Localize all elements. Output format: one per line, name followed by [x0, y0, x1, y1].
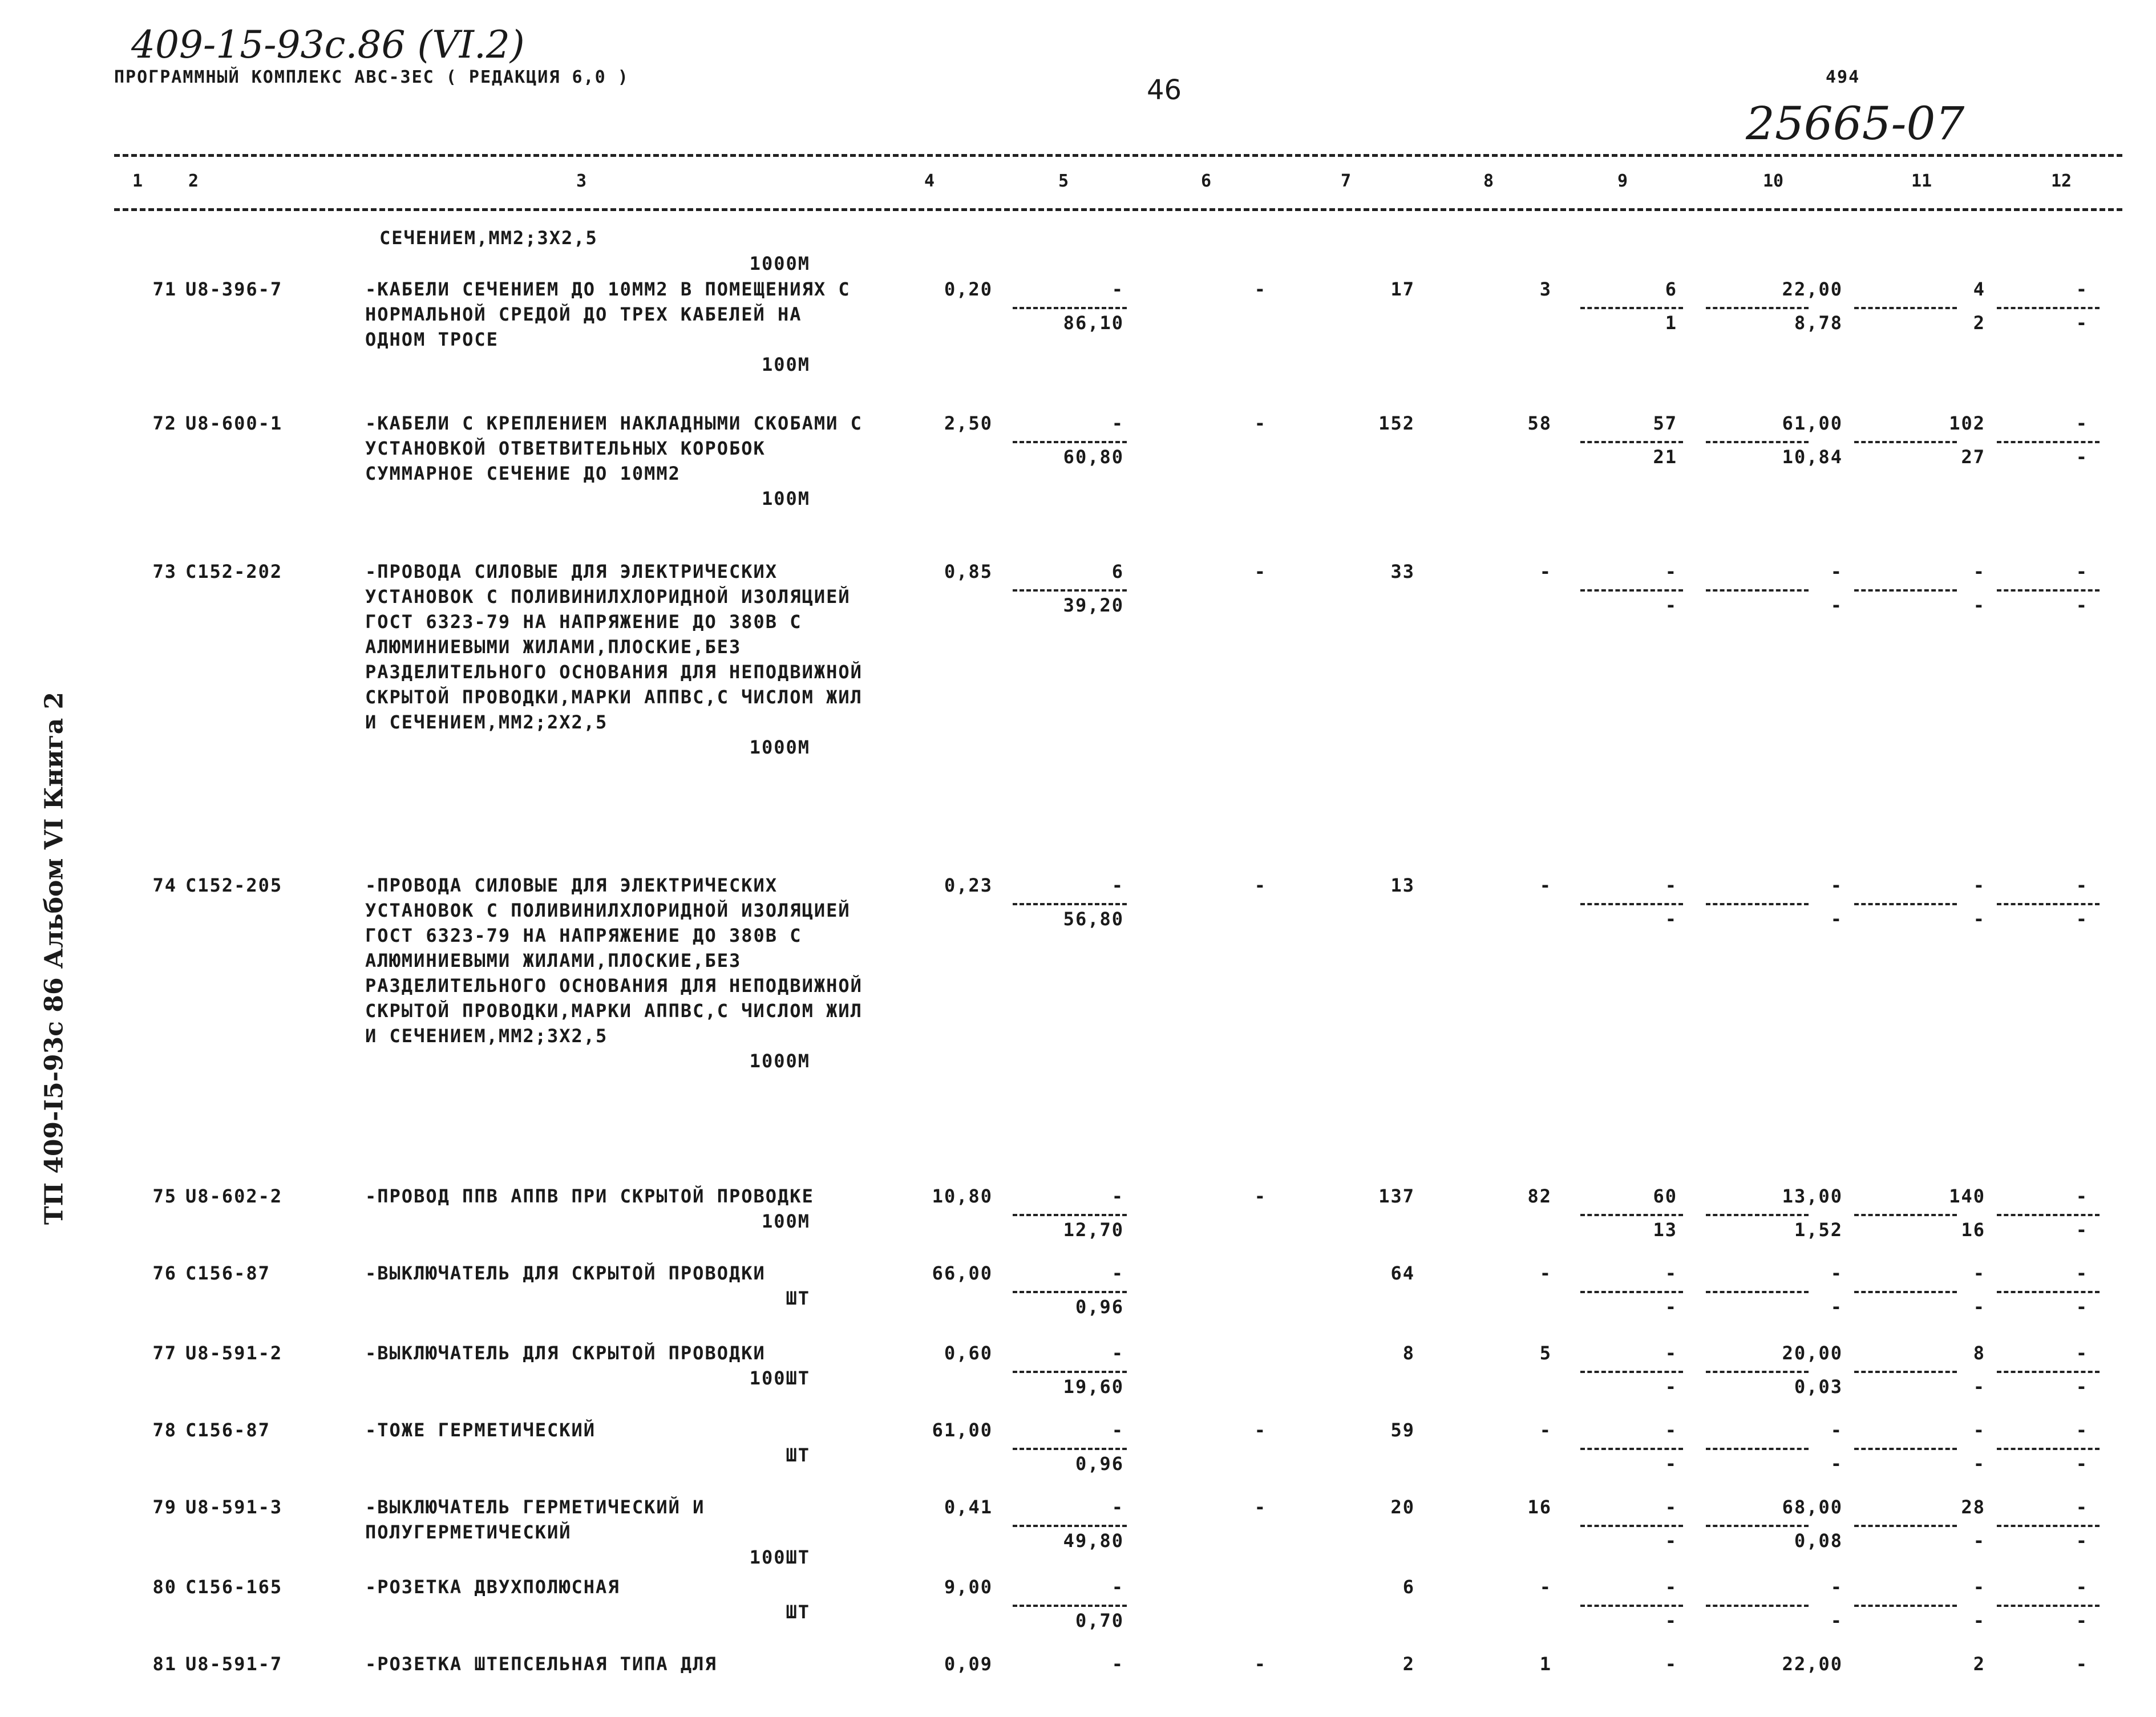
row-col-10-top: -: [1830, 1262, 1843, 1284]
row-separator: [1854, 441, 1957, 443]
row-col-9-top: -: [1665, 1496, 1677, 1518]
row-col-5-top: -: [1111, 1342, 1124, 1364]
row-col-8: 1: [1539, 1653, 1552, 1675]
row-col-7: 20: [1390, 1496, 1415, 1518]
row-col-12-top: -: [2076, 1262, 2088, 1284]
row-col-10-top: 13,00: [1782, 1185, 1843, 1207]
row-separator: [1580, 441, 1683, 443]
row-col-7: 17: [1390, 278, 1415, 300]
row-col-12-top: -: [2076, 412, 2088, 434]
row-unit: 100М: [761, 1210, 810, 1232]
row-col-6: -: [1254, 278, 1267, 300]
row-col-9-top: -: [1665, 1262, 1677, 1284]
row-col-4: 2,50: [944, 412, 993, 434]
row-unit: 100М: [761, 488, 810, 509]
row-separator: [1706, 903, 1809, 905]
row-code: U8-591-7: [185, 1653, 283, 1675]
row-col-10-top: 22,00: [1782, 278, 1843, 300]
row-col-6: -: [1254, 1653, 1267, 1675]
row-col-7: 137: [1378, 1185, 1415, 1207]
row-separator: [1706, 1291, 1809, 1293]
row-col-11-bottom: -: [1973, 1296, 1985, 1318]
row-col-8: -: [1539, 561, 1552, 582]
row-col-11-top: -: [1973, 1419, 1985, 1441]
sheet-number: 494: [1826, 67, 1860, 87]
row-description: -КАБЕЛИ С КРЕПЛЕНИЕМ НАКЛАДНЫМИ СКОБАМИ С УСТАНОВКОЙ ОТВЕТВИТЕЛЬНЫХ КОРОБОК СУММАРНОЕ СЕЧЕНИЕ ДО 10ММ2: [365, 412, 863, 484]
row-col-4: 0,41: [944, 1496, 993, 1518]
row-separator: [1854, 1605, 1957, 1607]
row-separator: [1997, 441, 2100, 443]
row-description: -ТОЖЕ ГЕРМЕТИЧЕСКИЙ: [365, 1419, 596, 1441]
row-number: 76: [152, 1262, 177, 1284]
row-col-4: 0,20: [944, 278, 993, 300]
row-col-9-top: -: [1665, 1576, 1677, 1598]
row-col-9-bottom: 13: [1653, 1219, 1677, 1241]
row-col-9-top: -: [1665, 1653, 1677, 1675]
row-separator: [1854, 589, 1957, 592]
row-col-10-bottom: 0,03: [1794, 1376, 1843, 1398]
row-separator: [1706, 1214, 1809, 1216]
row-col-10-top: 68,00: [1782, 1496, 1843, 1518]
row-col-8: -: [1539, 874, 1552, 896]
row-col-7: 152: [1378, 412, 1415, 434]
row-separator: [1013, 1525, 1127, 1527]
row-col-8: 3: [1539, 278, 1552, 300]
table-top-rule: [114, 154, 2122, 157]
row-col-5-bottom: 0,96: [1075, 1453, 1124, 1475]
row-description: -ВЫКЛЮЧАТЕЛЬ ДЛЯ СКРЫТОЙ ПРОВОДКИ: [365, 1262, 766, 1284]
row-separator: [1997, 589, 2100, 592]
row-col-12-bottom: -: [2076, 1453, 2088, 1475]
row-separator: [1013, 1448, 1127, 1450]
row-col-9-bottom: 1: [1665, 312, 1677, 334]
row-col-9-top: 57: [1653, 412, 1677, 434]
row-separator: [1013, 1291, 1127, 1293]
top-continuation: СЕЧЕНИЕМ,ММ2;3Х2,5: [379, 227, 598, 249]
row-code: U8-591-2: [185, 1342, 283, 1364]
row-col-11-top: -: [1973, 874, 1985, 896]
row-separator: [1997, 1448, 2100, 1450]
col-header-4: 4: [924, 171, 935, 191]
row-separator: [1013, 589, 1127, 592]
row-col-5-top: -: [1111, 412, 1124, 434]
row-col-12-bottom: -: [2076, 1219, 2088, 1241]
row-col-12-bottom: -: [2076, 1296, 2088, 1318]
row-col-5-bottom: 0,96: [1075, 1296, 1124, 1318]
row-col-9-bottom: -: [1665, 1530, 1677, 1552]
row-col-10-bottom: 1,52: [1794, 1219, 1843, 1241]
row-description: -ПРОВОД ППВ АППВ ПРИ СКРЫТОЙ ПРОВОДКЕ: [365, 1185, 814, 1207]
row-separator: [1997, 1291, 2100, 1293]
row-col-12-bottom: -: [2076, 446, 2088, 468]
row-description: -ВЫКЛЮЧАТЕЛЬ ДЛЯ СКРЫТОЙ ПРОВОДКИ: [365, 1342, 766, 1364]
page-number: 46: [1147, 74, 1182, 106]
row-col-10-bottom: 10,84: [1782, 446, 1843, 468]
document-number: 25665-07: [1746, 97, 1965, 150]
row-col-5-top: -: [1111, 1419, 1124, 1441]
row-code: U8-591-3: [185, 1496, 283, 1518]
row-col-11-bottom: -: [1973, 908, 1985, 930]
table-header-rule: [114, 208, 2122, 211]
row-col-5-bottom: 39,20: [1063, 594, 1124, 617]
row-col-7: 33: [1390, 561, 1415, 582]
row-col-7: 59: [1390, 1419, 1415, 1441]
row-col-11-top: 8: [1973, 1342, 1985, 1364]
col-header-11: 11: [1911, 171, 1932, 191]
row-description: -ВЫКЛЮЧАТЕЛЬ ГЕРМЕТИЧЕСКИЙ И ПОЛУГЕРМЕТИЧЕСКИЙ: [365, 1496, 705, 1543]
row-separator: [1997, 903, 2100, 905]
row-col-12-top: -: [2076, 1419, 2088, 1441]
row-number: 75: [152, 1185, 177, 1207]
row-col-5-bottom: 0,70: [1075, 1610, 1124, 1632]
row-col-11-top: -: [1973, 1576, 1985, 1598]
row-separator: [1580, 1448, 1683, 1450]
row-col-9-bottom: 21: [1653, 446, 1677, 468]
col-header-9: 9: [1617, 171, 1628, 191]
row-number: 81: [152, 1653, 177, 1675]
row-col-5-top: -: [1111, 874, 1124, 896]
row-unit: 100ШТ: [749, 1367, 810, 1389]
row-col-11-top: 2: [1973, 1653, 1985, 1675]
col-header-7: 7: [1341, 171, 1352, 191]
row-col-12-top: -: [2076, 1496, 2088, 1518]
row-col-6: -: [1254, 561, 1267, 582]
row-col-10-top: 61,00: [1782, 412, 1843, 434]
row-col-12-top: -: [2076, 874, 2088, 896]
row-separator: [1854, 1371, 1957, 1373]
row-unit: 1000М: [749, 736, 810, 758]
row-col-10-top: -: [1830, 561, 1843, 582]
row-unit: ШТ: [786, 1601, 810, 1623]
row-col-6: -: [1254, 1185, 1267, 1207]
row-separator: [1580, 903, 1683, 905]
row-col-10-bottom: 8,78: [1794, 312, 1843, 334]
row-col-5-top: -: [1111, 1185, 1124, 1207]
row-col-8: 16: [1527, 1496, 1552, 1518]
row-unit: 100ШТ: [749, 1546, 810, 1568]
row-col-10-top: -: [1830, 874, 1843, 896]
row-col-9-bottom: -: [1665, 1296, 1677, 1318]
row-col-5-top: -: [1111, 1576, 1124, 1598]
row-separator: [1854, 1214, 1957, 1216]
row-separator: [1013, 1214, 1127, 1216]
row-col-5-top: -: [1111, 1653, 1124, 1675]
row-separator: [1997, 307, 2100, 309]
row-col-12-top: -: [2076, 278, 2088, 300]
row-col-7: 64: [1390, 1262, 1415, 1284]
row-separator: [1706, 441, 1809, 443]
row-separator: [1013, 441, 1127, 443]
row-col-4: 10,80: [932, 1185, 993, 1207]
row-col-10-bottom: -: [1830, 1296, 1843, 1318]
row-col-9-bottom: -: [1665, 1610, 1677, 1632]
row-col-10-bottom: -: [1830, 1453, 1843, 1475]
row-separator: [1580, 1291, 1683, 1293]
col-header-12: 12: [2051, 171, 2072, 191]
row-col-9-top: -: [1665, 1342, 1677, 1364]
row-separator: [1997, 1214, 2100, 1216]
row-col-10-bottom: -: [1830, 908, 1843, 930]
row-col-11-bottom: 27: [1961, 446, 1985, 468]
col-header-8: 8: [1483, 171, 1494, 191]
row-col-12-bottom: -: [2076, 1376, 2088, 1398]
row-col-11-top: 4: [1973, 278, 1985, 300]
row-col-10-top: -: [1830, 1419, 1843, 1441]
row-description: -РОЗЕТКА ДВУХПОЛЮСНАЯ: [365, 1576, 620, 1598]
row-col-5-top: -: [1111, 1262, 1124, 1284]
row-col-12-bottom: -: [2076, 1610, 2088, 1632]
row-col-11-bottom: -: [1973, 1376, 1985, 1398]
col-header-10: 10: [1763, 171, 1784, 191]
row-separator: [1706, 307, 1809, 309]
row-col-8: 5: [1539, 1342, 1552, 1364]
row-col-9-top: -: [1665, 561, 1677, 582]
row-unit: ШТ: [786, 1444, 810, 1466]
row-col-4: 0,23: [944, 874, 993, 896]
row-col-10-top: -: [1830, 1576, 1843, 1598]
row-col-12-bottom: -: [2076, 908, 2088, 930]
row-separator: [1706, 1525, 1809, 1527]
row-col-12-top: -: [2076, 1342, 2088, 1364]
top-continuation-unit: 1000М: [749, 253, 810, 274]
row-separator: [1854, 1291, 1957, 1293]
row-unit: 1000М: [749, 1050, 810, 1072]
row-code: U8-602-2: [185, 1185, 283, 1207]
row-col-8: -: [1539, 1576, 1552, 1598]
row-number: 74: [152, 874, 177, 896]
row-col-8: 82: [1527, 1185, 1552, 1207]
row-number: 80: [152, 1576, 177, 1598]
row-col-11-top: 102: [1949, 412, 1985, 434]
row-col-4: 61,00: [932, 1419, 993, 1441]
row-col-10-bottom: 0,08: [1794, 1530, 1843, 1552]
row-col-5-bottom: 60,80: [1063, 446, 1124, 468]
row-col-6: -: [1254, 874, 1267, 896]
row-col-6: -: [1254, 1496, 1267, 1518]
row-col-11-bottom: -: [1973, 1453, 1985, 1475]
row-separator: [1580, 589, 1683, 592]
row-code: С156-87: [185, 1419, 270, 1441]
row-col-12-top: -: [2076, 1653, 2088, 1675]
row-code: U8-396-7: [185, 278, 283, 300]
row-col-6: -: [1254, 1419, 1267, 1441]
col-header-6: 6: [1201, 171, 1212, 191]
row-col-4: 66,00: [932, 1262, 993, 1284]
row-col-8: -: [1539, 1419, 1552, 1441]
row-col-4: 0,85: [944, 561, 993, 582]
row-separator: [1580, 1525, 1683, 1527]
row-col-7: 6: [1402, 1576, 1415, 1598]
row-separator: [1854, 903, 1957, 905]
row-separator: [1013, 1605, 1127, 1607]
row-col-9-bottom: -: [1665, 1376, 1677, 1398]
col-header-1: 1: [132, 171, 143, 191]
row-col-6: -: [1254, 412, 1267, 434]
row-col-9-top: -: [1665, 1419, 1677, 1441]
row-description: -ПРОВОДА СИЛОВЫЕ ДЛЯ ЭЛЕКТРИЧЕСКИХ УСТАНОВОК С ПОЛИВИНИЛХЛОРИДНОЙ ИЗОЛЯЦИЕЙ ГОСТ 6323-79 НА НАПРЯЖЕНИЕ ДО 380В С АЛЮМИНИЕВЫМИ ЖИЛАМИ,ПЛОСКИЕ,БЕЗ РАЗДЕЛИТЕЛЬНОГО ОСНОВАНИЯ ДЛЯ НЕПОДВИЖНОЙ СКРЫТОЙ ПРОВОДКИ,МАРКИ АППВС,С ЧИСЛОМ ЖИЛ И СЕЧЕНИЕМ,ММ2;3Х2,5: [365, 874, 863, 1047]
row-description: -ПРОВОДА СИЛОВЫЕ ДЛЯ ЭЛЕКТРИЧЕСКИХ УСТАНОВОК С ПОЛИВИНИЛХЛОРИДНОЙ ИЗОЛЯЦИЕЙ ГОСТ 6323-79 НА НАПРЯЖЕНИЕ ДО 380В С АЛЮМИНИЕВЫМИ ЖИЛАМИ,ПЛОСКИЕ,БЕЗ РАЗДЕЛИТЕЛЬНОГО ОСНОВАНИЯ ДЛЯ НЕПОДВИЖНОЙ СКРЫТОЙ ПРОВОДКИ,МАРКИ АППВС,С ЧИСЛОМ ЖИЛ И СЕЧЕНИЕМ,ММ2;2Х2,5: [365, 561, 863, 733]
col-header-5: 5: [1058, 171, 1069, 191]
row-number: 79: [152, 1496, 177, 1518]
row-separator: [1706, 1371, 1809, 1373]
row-col-12-top: -: [2076, 1185, 2088, 1207]
row-code: С156-165: [185, 1576, 283, 1598]
row-col-9-top: 60: [1653, 1185, 1677, 1207]
row-col-11-bottom: -: [1973, 594, 1985, 617]
row-col-5-bottom: 86,10: [1063, 312, 1124, 334]
row-col-11-top: -: [1973, 561, 1985, 582]
row-col-5-top: -: [1111, 278, 1124, 300]
row-col-10-top: 20,00: [1782, 1342, 1843, 1364]
row-col-9-top: -: [1665, 874, 1677, 896]
row-col-11-bottom: -: [1973, 1530, 1985, 1552]
row-col-11-top: -: [1973, 1262, 1985, 1284]
row-col-9-bottom: -: [1665, 908, 1677, 930]
row-col-7: 8: [1402, 1342, 1415, 1364]
row-col-9-bottom: -: [1665, 1453, 1677, 1475]
row-separator: [1997, 1605, 2100, 1607]
row-separator: [1706, 1448, 1809, 1450]
row-col-9-top: 6: [1665, 278, 1677, 300]
row-separator: [1706, 589, 1809, 592]
row-separator: [1580, 1214, 1683, 1216]
row-col-5-bottom: 56,80: [1063, 908, 1124, 930]
row-col-4: 0,09: [944, 1653, 993, 1675]
row-separator: [1997, 1371, 2100, 1373]
row-col-8: -: [1539, 1262, 1552, 1284]
row-separator: [1580, 1605, 1683, 1607]
row-code: С152-202: [185, 561, 283, 582]
row-col-5-top: -: [1111, 1496, 1124, 1518]
row-description: -РОЗЕТКА ШТЕПСЕЛЬНАЯ ТИПА ДЛЯ: [365, 1653, 717, 1675]
row-col-10-bottom: -: [1830, 594, 1843, 617]
row-unit: ШТ: [786, 1287, 810, 1309]
row-col-8: 58: [1527, 412, 1552, 434]
row-code: С156-87: [185, 1262, 270, 1284]
col-header-2: 2: [188, 171, 199, 191]
row-number: 78: [152, 1419, 177, 1441]
row-separator: [1013, 903, 1127, 905]
row-col-9-bottom: -: [1665, 594, 1677, 617]
row-col-11-bottom: -: [1973, 1610, 1985, 1632]
row-col-7: 13: [1390, 874, 1415, 896]
row-col-4: 9,00: [944, 1576, 993, 1598]
row-separator: [1854, 1448, 1957, 1450]
row-col-7: 2: [1402, 1653, 1415, 1675]
row-col-11-top: 140: [1949, 1185, 1985, 1207]
row-number: 77: [152, 1342, 177, 1364]
row-col-12-top: -: [2076, 561, 2088, 582]
row-col-5-top: 6: [1111, 561, 1124, 582]
row-col-11-bottom: 2: [1973, 312, 1985, 334]
row-separator: [1013, 1371, 1127, 1373]
program-header: ПРОГРАММНЫЙ КОМПЛЕКС АВС-3ЕС ( РЕДАКЦИЯ 6,0 ): [114, 67, 629, 87]
col-header-3: 3: [576, 171, 587, 191]
row-col-4: 0,60: [944, 1342, 993, 1364]
row-code: С152-205: [185, 874, 283, 896]
row-col-5-bottom: 19,60: [1063, 1376, 1124, 1398]
row-number: 71: [152, 278, 177, 300]
row-col-11-top: 28: [1961, 1496, 1985, 1518]
row-col-12-bottom: -: [2076, 594, 2088, 617]
row-separator: [1854, 1525, 1957, 1527]
row-col-10-top: 22,00: [1782, 1653, 1843, 1675]
row-separator: [1854, 307, 1957, 309]
row-separator: [1997, 1525, 2100, 1527]
row-col-12-top: -: [2076, 1576, 2088, 1598]
row-col-5-bottom: 12,70: [1063, 1219, 1124, 1241]
row-number: 72: [152, 412, 177, 434]
row-col-12-bottom: -: [2076, 312, 2088, 334]
row-col-11-bottom: 16: [1961, 1219, 1985, 1241]
row-col-5-bottom: 49,80: [1063, 1530, 1124, 1552]
handwritten-note: 409-15-93с.86 (VI.2): [131, 23, 525, 67]
row-description: -КАБЕЛИ СЕЧЕНИЕМ ДО 10ММ2 В ПОМЕЩЕНИЯХ С НОРМАЛЬНОЙ СРЕДОЙ ДО ТРЕХ КАБЕЛЕЙ НА ОДНОМ ТРОСЕ: [365, 278, 851, 350]
row-code: U8-600-1: [185, 412, 283, 434]
row-separator: [1706, 1605, 1809, 1607]
row-col-10-bottom: -: [1830, 1610, 1843, 1632]
side-stamp-text: ТП 409-I5-93с 86 Альбом VI Книга 2: [39, 691, 69, 1225]
row-number: 73: [152, 561, 177, 582]
row-separator: [1580, 1371, 1683, 1373]
row-separator: [1580, 307, 1683, 309]
row-col-12-bottom: -: [2076, 1530, 2088, 1552]
row-unit: 100М: [761, 354, 810, 375]
row-separator: [1013, 307, 1127, 309]
